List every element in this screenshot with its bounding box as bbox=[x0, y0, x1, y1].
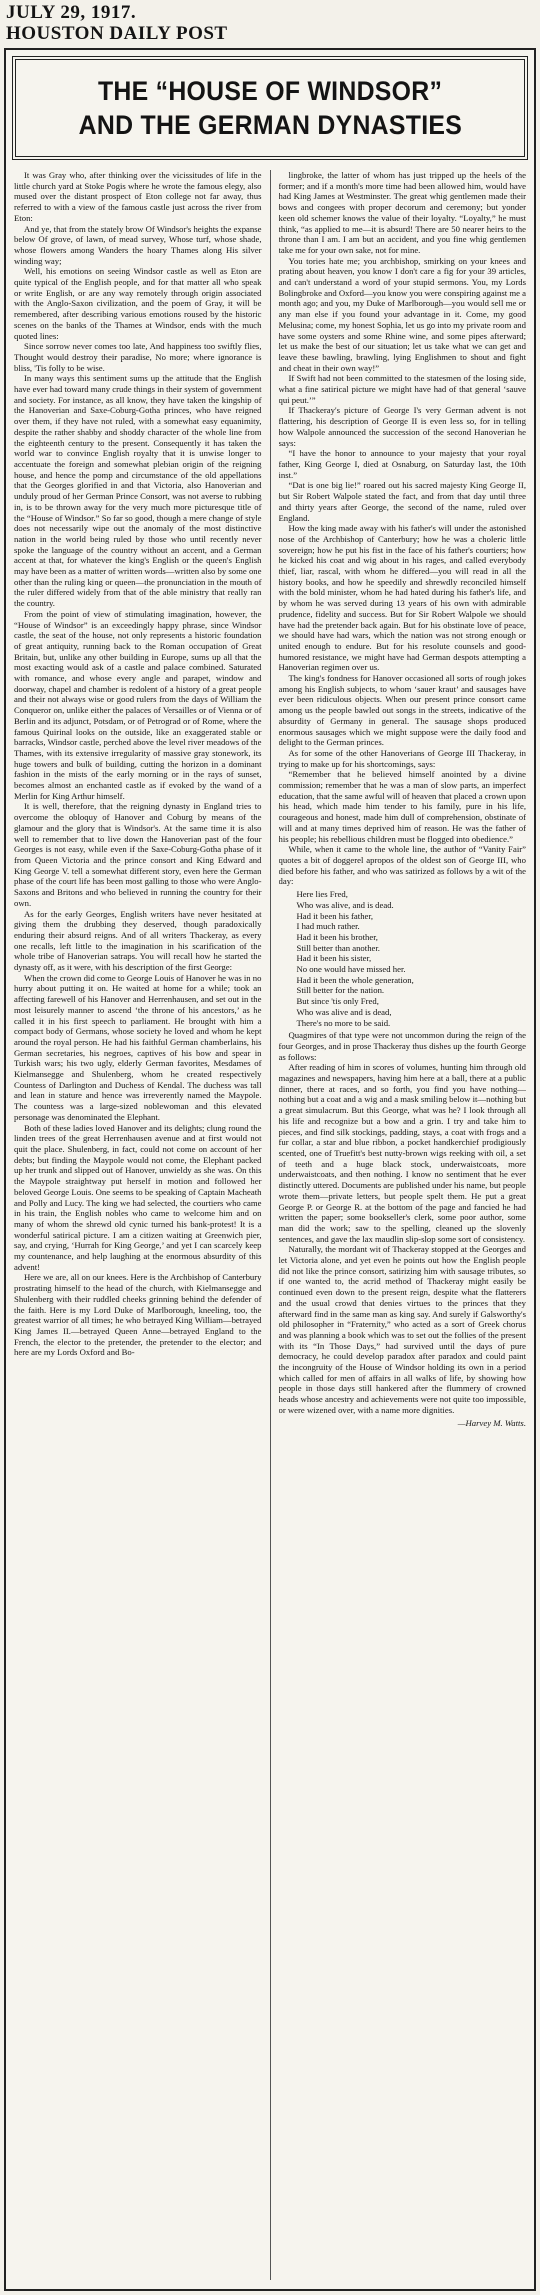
article-paragraph: Here we are, all on our knees. Here is the Archbishop of Canterbury prostrating himself to the head of the church, with Kielmansegge and Shulenberg with their ruddled cheeks grinning behind the defender of the faith. Here is my Lord Duke of Marlborough, kneeling, too, the greatest warrior of all times; he who betrayed King William—betrayed King James II.—betrayed Queen Anne—betrayed England to the French, the elector to the pretender, the pretender to the elector; and here are my Lords Oxford and Bo- bbox=[14, 1272, 262, 1358]
author-byline: —Harvey M. Watts. bbox=[457, 1417, 526, 1428]
headline-line-2: AND THE GERMAN DYNASTIES bbox=[78, 110, 462, 140]
article-paragraph: Since sorrow never comes too late, And happiness too swiftly flies, Thought would destroy their paradise, No more; where ignorance is bliss, 'Tis folly to be wise. bbox=[14, 341, 262, 373]
verse-line: Had it been his brother, bbox=[296, 931, 378, 942]
verse-line: Had it been the whole generation, bbox=[296, 974, 414, 985]
verse-block bbox=[297, 889, 527, 1028]
verse-line: But since 'tis only Fred, bbox=[296, 996, 379, 1007]
newspaper-name: HOUSTON DAILY POST bbox=[6, 23, 228, 44]
article-paragraph: It was Gray who, after thinking over the vicissitudes of life in the little church yard at Stoke Pogis where he wrote the famous elegy, also mused over the distant prospect of Eton college not far away, thus referred to with a view of the famous castle just across the river from Eton: bbox=[14, 170, 262, 223]
article-paragraph: lingbroke, the latter of whom has just tripped up the heels of the former; and if a month's more time had been allowed him, would have had King James at Westminster. The great whig gentlemen made their bows and congees with proper decorum and ceremony; but yonder keen old schemer knows the value of their loyalty. “Loyalty,” he must think, “as applied to me—it is absurd! There are 50 nearer heirs to the throne than I am. I am but an accident, and you fine whig gentlemen take me for your own sake, not for mine. bbox=[278, 170, 526, 255]
article-column-left bbox=[14, 170, 262, 2280]
verse-line: Who was alive, and is dead. bbox=[296, 899, 394, 910]
article-paragraph: “Remember that he believed himself anointed by a divine commission; remember that he was a man of slow parts, an imperfect education, that the same awful will of heaven that placed a crown upon his head, which made him tender to his family, pure in his life, courageous and honest, made him dull of comprehension, obstinate of will and at many times deprived him of reason. He was the father of his people; his rebellious children must be flogged into obedience.” bbox=[278, 769, 526, 844]
article-paragraph: It is well, therefore, that the reigning dynasty in England tries to overcome the obloquy of Hanover and Coburg by means of the glamour and the glory that is Windsor's. At the same time it is also well to remember that to live down the Hanoverian past of the four Georges is not easy, while even if the Saxe-Coburg-Gotha phase of it from Queen Victoria and the prince consort and King Edward and King George V. tell a somewhat different story, even here the German phase of the court life has been most galling to those who were Anglo-Saxons and Britons and who believed in running the country for their own. bbox=[14, 801, 262, 908]
article-paragraph: From the point of view of stimulating imagination, however, the “House of Windsor” is an exceedingly happy phrase, since Windsor castle, the seat of the house, not only represents a historic foundation of great antiquity, running back to the Roman occupation of Great Britain, but, unlike any other building in Europe, sums up all that the most exacting would ask of a castle and palace combined. Saturated with romance, and whose every angle and parapet, window and doorway, chapel and chamber is redolent of a history of a great people and their not always wise or good rulers from the days of William the Conqueror on, unlike either the palaces of Versailles or of Vienna or of Berlin and its adjunct, Potsdam, or of Petrograd or of Rome, where the famous Quirinal looks on the outside, like an exaggerated stable or barracks, Windsor castle, perched above the level river meadows of the Thames, with its extensive irregularity of massive gray stonework, its huge towers and bulk of building, cutting the horizon in a dominant fashion in the mists of the early morning or in the rays of sunset, becomes almost an enchanted castle as if evoked by the wand of a Merlin for King Arthur himself. bbox=[14, 608, 262, 801]
article-paragraph: After reading of him in scores of volumes, hunting him through old magazines and newspapers, having him here at a ball, there at a public dinner, there at races, and so forth, you find you have nothing—nothing but a coat and a wig and a mask smiling below it—nothing but a great simulacrum. But this George, what was he? I look through all his life and recognize but a bow and a grin. I try and take him to pieces, and find silk stockings, padding, stays, a coat with frogs and a fur collar, a star and blue ribbon, a pocket handkerchief prodigiously scented, one of Truefitt's best nutty-brown wigs reeking with oil, a set of teeth and a huge black stock, underwaistcoats, more underwaistcoats, and then nothing. I know no sentiment that he ever distinctly uttered. Documents are published under his name, but people wrote them—private letters, but people spelt them. He put a great George P. or George R. at the bottom of the page and fancied he had written the paper; some bookseller's clerk, some poor author, some man did the work; saw to the spelling, cleaned up the slovenly sentences, and gave the lax maudlin slip-slop some sort of consistency. bbox=[278, 1062, 526, 1244]
verse-line: No one would have missed her. bbox=[296, 964, 406, 975]
article-paragraph: “I have the honor to announce to your majesty that your royal father, King George I, died at Osnaburg, on Saturday last, the 10th inst.” bbox=[278, 448, 526, 480]
article-columns bbox=[14, 170, 526, 2280]
article-paragraph: Both of these ladies loved Hanover and its delights; clung round the linden trees of the great Herrenhausen avenue and at first would not quit the place. Shulenberg, in fact, could not come on account of her debts; but finding the Maypole would not come, the Elephant packed up her trunk and slipped out of Hanover, unwieldy as she was. On this the Maypole straightway put herself in motion and followed her beloved George Louis. One seems to be speaking of Captain Macheath and Polly and Lucy. The king we had selected, the courtiers who came in his train, the English nobles who came to welcome him and on many of whom the shrewd old cynic turned his bank-protest! It is a wonderful satirical picture. I am a citizen waiting at Greenwich pier, say, and crying, ‘Hurrah for King George,’ and yet I can scarcely keep my countenance, and help laughing at the enormous absurdity of this advent! bbox=[14, 1122, 262, 1272]
article-paragraph: “Dat is one big lie!” roared out his sacred majesty King George II, but Sir Robert Walpole stated the fact, and from that day until three and thirty years after George, the second of the name, ruled over England. bbox=[278, 480, 526, 523]
article-paragraph: The king's fondness for Hanover occasioned all sorts of rough jokes among his English subjects, to whom ‘sauer kraut’ and sausages have ever been ridiculous objects. When our present prince consort came among us the people bawled out songs in the streets, indicative of the absurdity of Germany in general. The sausage shops produced enormous sausages which we might suppose were the daily food and delight to the German princes. bbox=[278, 673, 526, 748]
article-paragraph: While, when it came to the whole line, the author of “Vanity Fair” quotes a bit of doggerel apropos of the oldest son of George III, who died before his father, and who was satirized as follows by a wit of the day: bbox=[278, 844, 526, 887]
verse-line: Had it been his father, bbox=[296, 910, 374, 921]
article-paragraph: In many ways this sentiment sums up the attitude that the English have ever had toward many crude things in their system of government and society. For instance, as all know, they have taken the kingship of the Hanoverian and Saxe-Coburg-Gotha princes, who have reigned over them, if they have not ruled, with a somewhat easy equanimity, despite the rather shabby and shoddy character of the whole line from the eighteenth century to the present. Consequently it has taken the world war to convince English royalty that it is unwise longer to accentuate the foreign and somewhat plebian origin of the reigning house, and hence the pomp and circumstance of the old appellations that the Georges glorified in and that Victoria, also Hanoverian and unduly proud of her German Prince Consort, was not averse to rubbing in, is to be thrown away for the very much more picturesque title of the “House of Windsor.” So far so good, though a mere change of style does not necessarily wipe out the anomaly of the most distinctive nation in the world being ruled by those who until recently never spoke the language of the country without an accent, and a German accent at that, for whatever the king's English or the queen's English may have been as a matter of written words—written also by some one other than the ruling king or queen—the pronunciation in the mouth of the ruler differed widely from that of the able ministry that really ran the country. bbox=[14, 373, 262, 609]
article-paragraph: When the crown did come to George Louis of Hanover he was in no hurry about putting it on. He waited at home for a while; took an affecting farewell of his Hanover and Herrenhausen, and set out in the most leisurely manner to ascend ‘the throne of his ancestors,’ as he called it in his first speech to parliament. He brought with him a compact body of Germans, whose society he loved and whom he kept around the royal person. He had his faithful German chamberlains, his German secretaries, his negroes, captives of his bow and spear in Turkish wars; his two ugly, elderly German favorites, Mesdames of Kielmansegge and Shulenberg, whom he created respectively Countess of Darlington and Duchess of Kendal. The duchess was tall and lean in stature and hence was irreverently named the Maypole. The countess was a large-sized noblewoman and this elevated personage was denominated the Elephant. bbox=[14, 972, 262, 1122]
article-paragraph: If Swift had not been committed to the statesmen of the losing side, what a fine satirical picture we might have had of that general ‘sauve qui peut.’” bbox=[278, 373, 526, 405]
article-paragraph: Naturally, the mordant wit of Thackeray stopped at the Georges and let Victoria alone, and yet even he points out how the English people did not like the prince consort, satirizing him with sausage tributes, so if one wanted to, the acrid method of Thackeray might easily be continued even down to the present reign, despite what the flatterers and the usual crowd that denies virtues to the princes that they afterward find in the same man as king say. And surely if Galsworthy's old philosopher in “Fraternity,” who acted as a sort of Greek chorus and was planning a book which was to set out the follies of the present with its “In Those Days,” had survived until the days of pure democracy, he could develop paradox after paradox and could paint the incongruity of the House of Windsor holding its own in a period which called for men of affairs in all walks of life, by showing how people in those days still hankered after the flummery of crowned heads whose ancestry and achievements were not quite too impossible, or were wizened over, with a name more dignities. bbox=[278, 1244, 526, 1415]
article-paragraph: And ye, that from the stately brow Of Windsor's heights the expanse below Of grove, of lawn, of mead survey, Whose turf, whose shade, whose flowers among Wanders the hoary Thames along His silver winding way; bbox=[14, 223, 262, 266]
headline-line-1: THE “HOUSE OF WINDSOR” bbox=[97, 76, 443, 106]
verse-line: I had much rather. bbox=[296, 921, 360, 932]
article-clipping bbox=[4, 48, 536, 2291]
article-paragraph: Well, his emotions on seeing Windsor castle as well as Eton are quite typical of the English people, and for that matter all who speak or write English, or are any way remotely through origin associated with the Anglo-Saxon civilization, and the poem of Gray, it will be remembered, after describing various emotions roused by the historic scenes on the banks of the Thames at Windsor, ends with the much quoted lines: bbox=[14, 266, 262, 341]
article-paragraph: If Thackeray's picture of George I's very German advent is not flattering, his description of George II is even less so, for in telling how Walpole announced the succession of the second Hanoverian he says: bbox=[278, 405, 526, 448]
article-paragraph: You tories hate me; you archbishop, smirking on your knees and prating about heaven, you know I don't care a fig for your 39 articles, and can't understand a word of your stupid sermons. You, my Lords Bolingbroke and Oxford—you know you were conspiring against me a month ago; and you, my Duke of Marlborough—you would sell me or any man else if you found your advantage in it. Come, my good Melusina; come, my honest Sophia, let us go into my private room and have some oysters and some Rhine wine, and some pipes afterward; let us make the best of our situation; let us take what we can get and leave these bawling, brawling, lying Englishmen to shout and fight and cheat in their own way!” bbox=[278, 255, 526, 373]
column-rule bbox=[270, 170, 271, 2280]
verse-line: Who was alive and is dead, bbox=[296, 1006, 392, 1017]
verse-line: Here lies Fred, bbox=[296, 889, 348, 900]
article-paragraph: Quagmires of that type were not uncommon during the reign of the four Georges, and in prose Thackeray thus dishes up the fourth George as follows: bbox=[278, 1030, 526, 1062]
article-column-right bbox=[279, 170, 527, 2280]
verse-line: Still better than another. bbox=[296, 942, 380, 953]
verse-line: Still better for the nation. bbox=[296, 985, 385, 996]
verse-line: Had it been his sister, bbox=[296, 953, 372, 964]
article-paragraph: As for some of the other Hanoverians of George III Thackeray, in trying to make up for his shortcomings, says: bbox=[278, 747, 526, 769]
article-paragraph: As for the early Georges, English writers have never hesitated at giving them the drubbing they deserved, though paradoxically enduring their absurd reigns. And of all writers Thackeray, as every one recalls, left little to the imagination in his scarification of the whole tribe of Hanoverian satraps. You will recall how he started the dynasty off, as it were, with his description of the first George: bbox=[14, 908, 262, 973]
verse-line: There's no more to be said. bbox=[296, 1017, 391, 1028]
date-line: JULY 29, 1917. bbox=[6, 2, 137, 23]
headline-box bbox=[12, 56, 528, 160]
article-paragraph: How the king made away with his father's will under the astonished nose of the Archbishop of Canterbury; how he was a choleric little sovereign; how he put his fist in the face of his father's courtiers; how he kicked his coat and wig about in his rages, and called everybody thief, liar, rascal, with whom he differed—you will read in all the history books, and how he speedily and shrewdly reconciled himself with the bold minister, whom he had hated during his father's life, and by whom he was served during 13 years of his own with admirable prudence, fidelity and success. But for Sir Robert Walpole we should have had the pretender back again. But for his obstinate love of peace, we should have had wars, which the nation was not strong enough or united enough to endure. But for his resolute counsels and good-humored resistance, we might have had German despots attempting a Hanoverian regimen over us. bbox=[278, 523, 526, 673]
masthead bbox=[6, 2, 306, 44]
